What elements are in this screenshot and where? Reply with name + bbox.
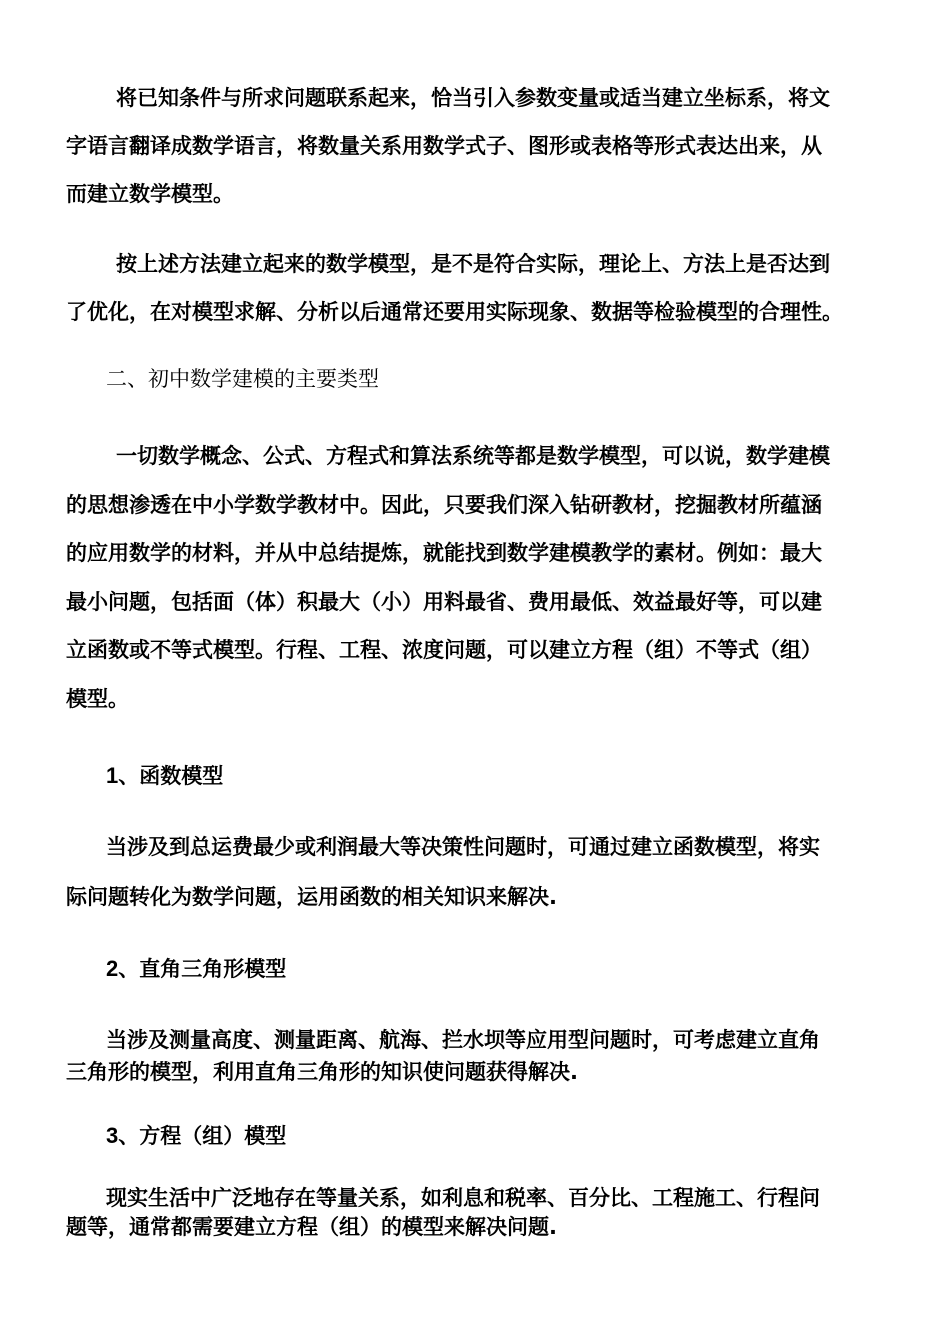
text-line: 际问题转化为数学问题，运用函数的相关知识来解决. [66,885,557,909]
subheading-2 [106,953,286,983]
text-line: 模型。 [66,686,129,711]
text-line: 按上述方法建立起来的数学模型，是不是符合实际，理论上、方法上是否达到 [116,252,830,276]
paragraph-2 [66,240,886,336]
paragraph-6 [66,1184,886,1242]
text-line: 一切数学概念、公式、方程式和算法系统等都是数学模型，可以说，数学建模 [116,444,830,468]
heading-number: 3 [106,1123,119,1148]
heading-text: 、直角三角形模型 [118,957,287,981]
text-line: 而建立数学模型。 [66,182,234,206]
heading-text: 、方程（组）模型 [118,1124,287,1148]
paragraph-5 [66,1024,886,1088]
text-line: 当涉及到总运费最少或利润最大等决策性问题时，可通过建立函数模型，将实 [106,835,820,859]
subheading-3 [106,1120,286,1150]
text-line: 的应用数学的材料，并从中总结提炼，就能找到数学建模教学的素材。例如：最大 [66,541,822,565]
text-line: 字语言翻译成数学语言，将数量关系用数学式子、图形或表格等形式表达出来，从 [66,134,822,158]
text-line: 的思想渗透在中小学数学教材中。因此，只要我们深入钻研教材，挖掘教材所蕴涵 [66,492,822,517]
section-title: 二、初中数学建模的主要类型 [106,367,379,391]
heading-number: 1 [106,763,119,788]
text-line: 三角形的模型，利用直角三角形的知识使问题获得解决. [66,1060,578,1084]
text-line: 立函数或不等式模型。行程、工程、浓度问题，可以建立方程（组）不等式（组） [66,638,822,662]
paragraph-1 [66,74,886,218]
paragraph-3 [66,432,886,723]
subheading-1 [106,760,223,790]
text-line: 当涉及测量高度、测量距离、航海、拦水坝等应用型问题时，可考虑建立直角 [106,1028,820,1052]
heading-text: 、函数模型 [118,764,224,788]
section-heading [106,363,379,393]
text-line: 题等，通常都需要建立方程（组）的模型来解决问题. [66,1215,557,1239]
text-line: 了优化，在对模型求解、分析以后通常还要用实际现象、数据等检验模型的合理性。 [66,300,843,324]
paragraph-4 [66,822,886,922]
heading-number: 2 [106,956,119,981]
text-line: 将已知条件与所求问题联系起来，恰当引入参数变量或适当建立坐标系，将文 [116,86,830,110]
text-line: 最小问题，包括面（体）积最大（小）用料最省、费用最低、效益最好等，可以建 [66,589,822,614]
text-line: 现实生活中广泛地存在等量关系，如利息和税率、百分比、工程施工、行程问 [106,1186,820,1210]
